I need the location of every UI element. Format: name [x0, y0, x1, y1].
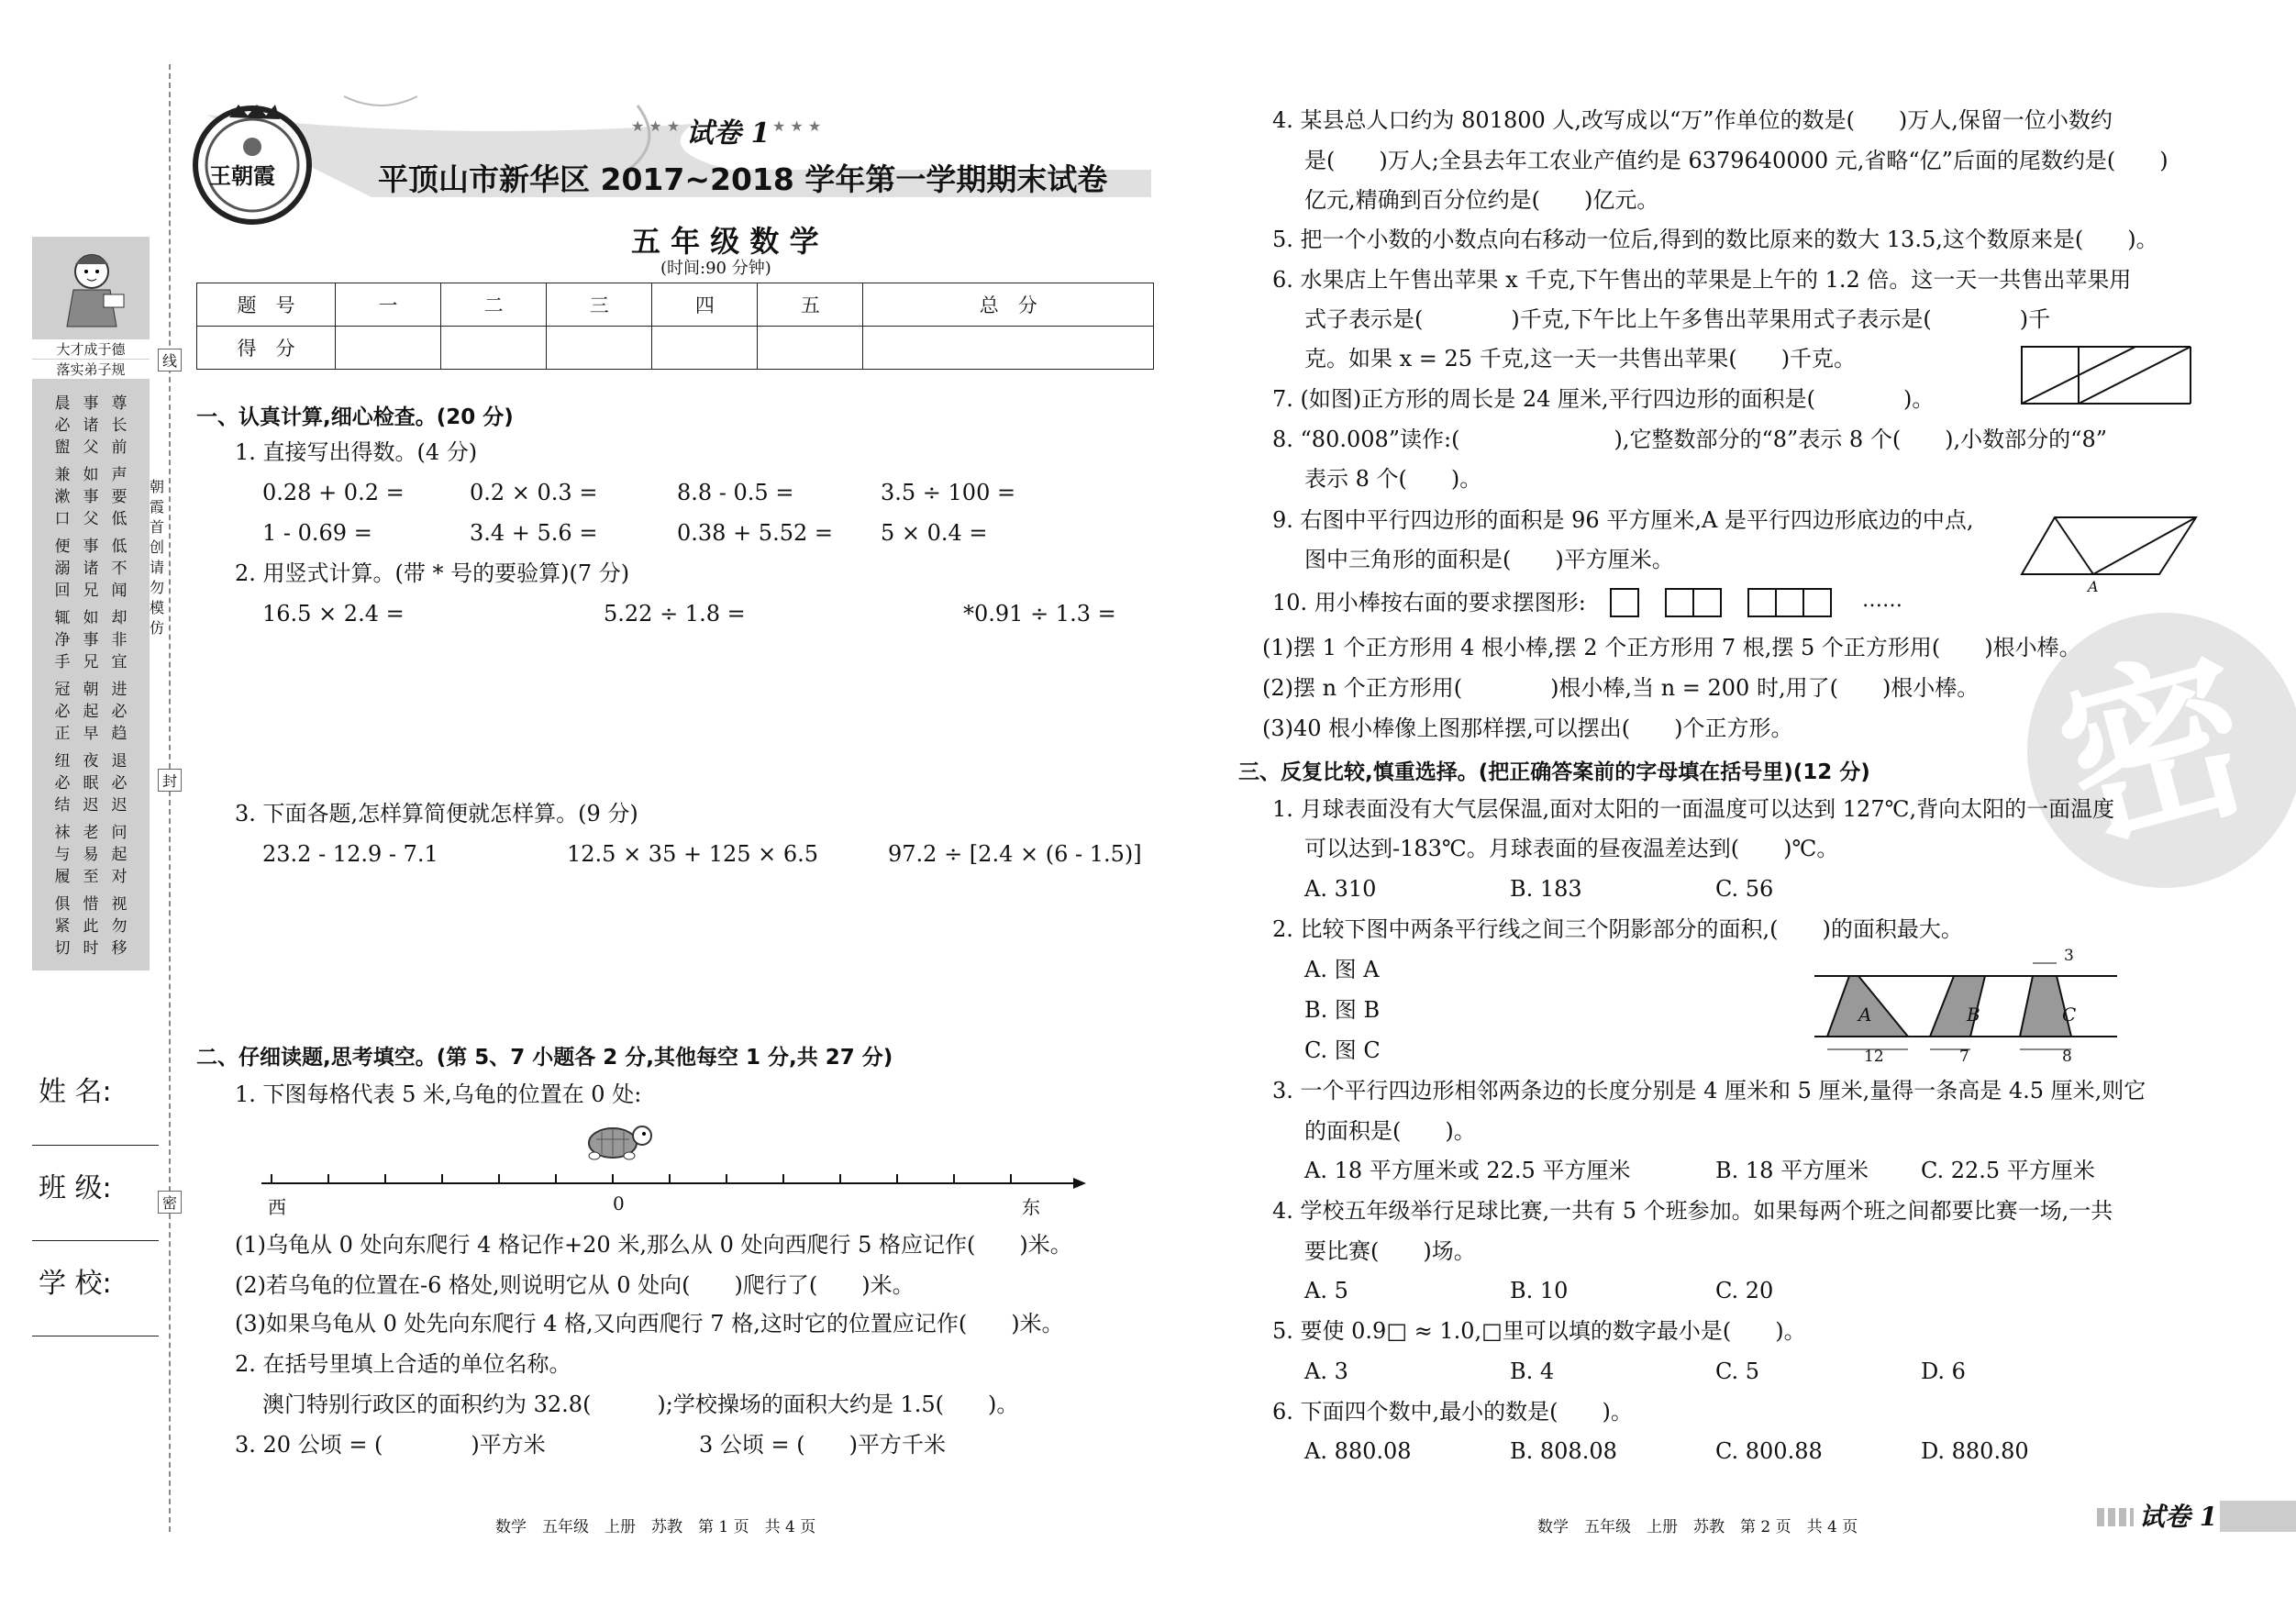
- choice-option[interactable]: B. 图 B: [1304, 997, 1381, 1023]
- score-cell[interactable]: [863, 327, 1154, 370]
- class-label: 班 级:: [39, 1172, 112, 1204]
- shape-label-b: B: [1967, 1004, 1980, 1026]
- fill-question-7: 7. (如图)正方形的周长是 24 厘米,平行四边形的面积是( )。: [1272, 386, 1935, 412]
- cut-mark-1: 线: [158, 349, 182, 372]
- dim-label-3: 3: [2064, 947, 2074, 965]
- choice-question-1-line1: 1. 月球表面没有大气层保温,面对太阳的一面温度可以达到 127℃,背向太阳的一面温度: [1272, 796, 2115, 822]
- choice-option[interactable]: C. 20: [1715, 1278, 1774, 1303]
- choice-question-4-line1: 4. 学校五年级举行足球比赛,一共有 5 个班参加。如果每两个班之间都要比赛一场,一共: [1272, 1198, 2113, 1224]
- fill-question-9-line1: 9. 右图中平行四边形的面积是 96 平方厘米,A 是平行四边形底边的中点,: [1272, 507, 1974, 533]
- verse-line: 低不闻: [111, 538, 128, 600]
- parallelogram-triangle-figure: [2018, 510, 2202, 583]
- choice-question-1-line2: 可以达到-183℃。月球表面的昼夜温差达到( )℃。: [1304, 836, 1839, 861]
- verse-line: 袜与履: [54, 824, 71, 886]
- score-cell[interactable]: [336, 327, 441, 370]
- score-cell[interactable]: [441, 327, 547, 370]
- corner-series-label: 试卷 1: [2139, 1502, 2218, 1532]
- verse-line: 老易至: [83, 824, 99, 886]
- verse-line: 进必趋: [111, 681, 128, 743]
- choice-option[interactable]: B. 4: [1510, 1359, 1555, 1384]
- choice-option[interactable]: A. 5: [1304, 1278, 1348, 1303]
- verse-line: 夜眠迟: [83, 752, 99, 815]
- verse-line: 声要低: [111, 466, 128, 528]
- fill-question-10a: (1)摆 1 个正方形用 4 根小棒,摆 2 个正方形用 7 根,摆 5 个正方形用( )根小棒。: [1262, 635, 2081, 660]
- choice-option[interactable]: A. 图 A: [1304, 957, 1380, 982]
- fill-question-4-line3: 亿元,精确到百分位约是( )亿元。: [1304, 187, 1659, 213]
- choice-question-5: 5. 要使 0.9□ ≈ 1.0,□里可以填的数字最小是( )。: [1272, 1318, 1806, 1344]
- right-page-footer: 数学 五年级 上册 苏教 第 2 页 共 4 页: [1537, 1518, 1858, 1536]
- dim-label-12: 12: [1864, 1048, 1884, 1066]
- fill-question-3b: 3 公顷 = ( )平方千米: [699, 1432, 946, 1458]
- square-parallelogram-figure: [2016, 341, 2200, 407]
- choice-option[interactable]: C. 800.88: [1715, 1438, 1823, 1464]
- verse-line: 尊长前: [111, 394, 128, 457]
- calc-item: 0.38 + 5.52 =: [677, 520, 833, 546]
- verse-line: 惜此时: [83, 895, 99, 958]
- dim-label-8: 8: [2062, 1048, 2072, 1066]
- choice-option[interactable]: A. 310: [1304, 876, 1377, 902]
- score-row-label: 得 分: [197, 327, 336, 370]
- calc-item: 5 × 0.4 =: [881, 520, 988, 546]
- verse-line: 冠必正: [54, 681, 71, 743]
- matchstick-squares-figure: [1609, 587, 1851, 620]
- mascot-caption-2: 落实弟子规: [32, 360, 150, 379]
- verse-line: 如事兄: [83, 609, 99, 671]
- seal-char: 密: [2038, 622, 2272, 878]
- corner-bar: [2220, 1501, 2296, 1532]
- question-1-3: 3. 下面各题,怎样算简便就怎样算。(9 分): [235, 801, 638, 826]
- section-2-heading: 二、仔细读题,思考填空。(第 5、7 小题各 2 分,其他每空 1 分,共 27 分): [196, 1046, 893, 1070]
- series-stars-right: ★ ★ ★: [772, 117, 822, 135]
- score-cell[interactable]: [652, 327, 758, 370]
- calc-item: 8.8 - 0.5 =: [677, 480, 794, 505]
- fill-question-1a: (1)乌龟从 0 处向东爬行 4 格记作+20 米,那么从 0 处向西爬行 5 格应记作( )米。: [235, 1232, 1072, 1258]
- left-page-footer: 数学 五年级 上册 苏教 第 1 页 共 4 页: [495, 1518, 816, 1536]
- verse-line: 视勿移: [111, 895, 128, 958]
- verse-line: 事诸父: [83, 394, 99, 457]
- fill-question-1b: (2)若乌龟的位置在-6 格处,则说明它从 0 处向( )爬行了( )米。: [235, 1272, 915, 1298]
- choice-question-6: 6. 下面四个数中,最小的数是( )。: [1272, 1399, 1633, 1425]
- calc-item: 0.2 × 0.3 =: [470, 480, 598, 505]
- verse-line: 朝起早: [83, 681, 99, 743]
- school-label: 学 校:: [39, 1268, 112, 1300]
- score-header-cell: 四: [652, 283, 758, 327]
- fill-question-4-line2: 是( )万人;全县去年工农业产值约是 6379640000 元,省略“亿”后面的尾数约是( ): [1304, 148, 2168, 173]
- score-table-score-row: [197, 327, 1154, 370]
- vertical-calc-item: 16.5 × 2.4 =: [262, 601, 405, 627]
- copyright-note: 朝霞首创 请勿模仿: [149, 478, 164, 637]
- mascot-icon: [50, 244, 133, 336]
- verse-line: 俱紧切: [54, 895, 71, 958]
- corner-pixel-deco: [2097, 1508, 2134, 1526]
- choice-option[interactable]: B. 808.08: [1510, 1438, 1617, 1464]
- choice-option[interactable]: C. 5: [1715, 1359, 1760, 1384]
- verse-line: 辄净手: [54, 609, 71, 671]
- name-field[interactable]: [32, 1145, 159, 1146]
- score-table: [196, 283, 1154, 370]
- score-header-cell: 五: [758, 283, 863, 327]
- series-label: 试卷 1: [686, 117, 771, 150]
- choice-option[interactable]: B. 18 平方厘米: [1715, 1158, 1869, 1183]
- parallelogram-midpoint-label: A: [2088, 578, 2099, 595]
- number-line-zero-label: 0: [613, 1192, 625, 1214]
- choice-option[interactable]: A. 18 平方厘米或 22.5 平方厘米: [1304, 1158, 1631, 1183]
- calc-item: 3.4 + 5.6 =: [470, 520, 598, 546]
- number-line-east-label: 东: [1022, 1196, 1040, 1218]
- turtle-icon: [582, 1119, 655, 1161]
- fill-question-3a: 3. 20 公顷 = ( )平方米: [235, 1432, 546, 1458]
- exam-title: 平顶山市新华区 2017~2018 学年第一学期期末试卷: [378, 161, 1108, 197]
- fill-question-9-line2: 图中三角形的面积是( )平方厘米。: [1304, 547, 1674, 572]
- cut-mark-2: 封: [158, 769, 182, 792]
- choice-question-3-line1: 3. 一个平行四边形相邻两条边的长度分别是 4 厘米和 5 厘米,量得一条高是 4.5 厘米,则它: [1272, 1078, 2146, 1103]
- choice-question-3-line2: 的面积是( )。: [1304, 1118, 1476, 1144]
- fill-question-2: 2. 在括号里填上合适的单位名称。: [235, 1351, 571, 1377]
- fill-question-2a: 澳门特别行政区的面积约为 32.8( );学校操场的面积大约是 1.5( )。: [262, 1392, 1019, 1417]
- verse-line: 晨必盥: [54, 394, 71, 457]
- verse-line: 问起对: [111, 824, 128, 886]
- verse-line: 事诸兄: [83, 538, 99, 600]
- mascot-caption-1: 大才成于德: [32, 339, 150, 359]
- section-1-heading: 一、认真计算,细心检查。(20 分): [196, 405, 514, 429]
- fill-question-4-line1: 4. 某县总人口约为 801800 人,改写成以“万”作单位的数是( )万人,保留一位小数约: [1272, 107, 2113, 133]
- fill-question-10: 10. 用小棒按右面的要求摆图形:: [1272, 590, 1586, 616]
- choice-option[interactable]: A. 880.08: [1304, 1438, 1412, 1464]
- fill-question-5: 5. 把一个小数的小数点向右移动一位后,得到的数比原来的数大 13.5,这个数原来是( )。: [1272, 227, 2158, 252]
- choice-option[interactable]: C. 22.5 平方厘米: [1921, 1158, 2095, 1183]
- score-header-cell: 题 号: [197, 283, 336, 327]
- choice-option[interactable]: C. 图 C: [1304, 1037, 1381, 1063]
- section-3-heading: 三、反复比较,慎重选择。(把正确答案前的字母填在括号里)(12 分): [1238, 760, 1870, 784]
- shape-label-c: C: [2062, 1004, 2077, 1026]
- score-cell[interactable]: [758, 327, 863, 370]
- verse-line: 纽必结: [54, 752, 71, 815]
- name-label: 姓 名:: [39, 1076, 112, 1108]
- verse-line: 兼漱口: [54, 466, 71, 528]
- simplify-item: 97.2 ÷ [2.4 × (6 - 1.5)]: [888, 841, 1142, 867]
- subject-title: 五 年 级 数 学: [631, 224, 819, 259]
- binding-line: [169, 64, 171, 1532]
- score-table-header-row: [197, 283, 1154, 327]
- shape-label-a: A: [1858, 1004, 1872, 1026]
- calc-item: 3.5 ÷ 100 =: [881, 480, 1016, 505]
- choice-option[interactable]: D. 880.80: [1921, 1438, 2029, 1464]
- dim-label-7: 7: [1959, 1048, 1969, 1066]
- cut-mark-3: 密: [158, 1191, 182, 1214]
- score-header-cell: 总 分: [863, 283, 1154, 327]
- choice-option[interactable]: D. 6: [1921, 1359, 1966, 1384]
- simplify-item: 23.2 - 12.9 - 7.1: [262, 841, 438, 867]
- verse-line: 便溺回: [54, 538, 71, 600]
- score-header-cell: 二: [441, 283, 547, 327]
- verse-line: 却非宜: [111, 609, 128, 671]
- choice-option[interactable]: C. 56: [1715, 876, 1774, 902]
- fill-question-8-line1: 8. “80.008”读作:( ),它整数部分的“8”表示 8 个( ),小数部分的“8”: [1272, 427, 2107, 452]
- fill-question-1: 1. 下图每格代表 5 米,乌龟的位置在 0 处:: [235, 1081, 642, 1107]
- number-line-west-label: 西: [268, 1196, 286, 1218]
- fill-question-6-line3: 克。如果 x = 25 千克,这一天一共售出苹果( )千克。: [1304, 346, 1857, 372]
- choice-option[interactable]: B. 10: [1510, 1278, 1569, 1303]
- choice-option[interactable]: B. 183: [1510, 876, 1582, 902]
- sidebar-panel: [32, 237, 150, 970]
- series-stars-left: ★ ★ ★: [631, 117, 681, 135]
- vertical-calc-item: 5.22 ÷ 1.8 =: [604, 601, 746, 627]
- class-field[interactable]: [32, 1240, 159, 1241]
- choice-question-4-line2: 要比赛( )场。: [1304, 1238, 1476, 1264]
- verse-line: 如事父: [83, 466, 99, 528]
- score-header-cell: 三: [547, 283, 652, 327]
- fill-question-10c: (3)40 根小棒像上图那样摆,可以摆出( )个正方形。: [1262, 715, 1793, 741]
- vertical-calc-item: *0.91 ÷ 1.3 =: [963, 601, 1116, 627]
- fill-question-6-line2: 式子表示是( )千克,下午比上午多售出苹果用式子表示是( )千: [1304, 306, 2051, 332]
- fill-question-1c: (3)如果乌龟从 0 处先向东爬行 4 格,又向西爬行 7 格,这时它的位置应记作( )米。: [235, 1311, 1064, 1336]
- matchstick-ellipsis: ……: [1862, 589, 1902, 612]
- simplify-item: 12.5 × 35 + 125 × 6.5: [567, 841, 819, 867]
- fill-question-6-line1: 6. 水果店上午售出苹果 x 千克,下午售出的苹果是上午的 1.2 倍。这一天一共售出苹果用: [1272, 267, 2132, 293]
- logo-text: 王朝霞: [209, 162, 275, 189]
- calc-item: 0.28 + 0.2 =: [262, 480, 405, 505]
- fill-question-10b: (2)摆 n 个正方形用( )根小棒,当 n = 200 时,用了( )根小棒。: [1262, 675, 1980, 701]
- score-header-cell: 一: [336, 283, 441, 327]
- calc-item: 1 - 0.69 =: [262, 520, 372, 546]
- number-line: [257, 1165, 1092, 1202]
- choice-question-2: 2. 比较下图中两条平行线之间三个阴影部分的面积,( )的面积最大。: [1272, 916, 1963, 942]
- question-1-2: 2. 用竖式计算。(带 * 号的要验算)(7 分): [235, 560, 630, 586]
- question-1-1: 1. 直接写出得数。(4 分): [235, 439, 478, 465]
- choice-option[interactable]: A. 3: [1304, 1359, 1348, 1384]
- verse-line: 退必迟: [111, 752, 128, 815]
- score-cell[interactable]: [547, 327, 652, 370]
- fill-question-8-line2: 表示 8 个( )。: [1304, 466, 1482, 492]
- exam-time: (时间:90 分钟): [660, 259, 771, 278]
